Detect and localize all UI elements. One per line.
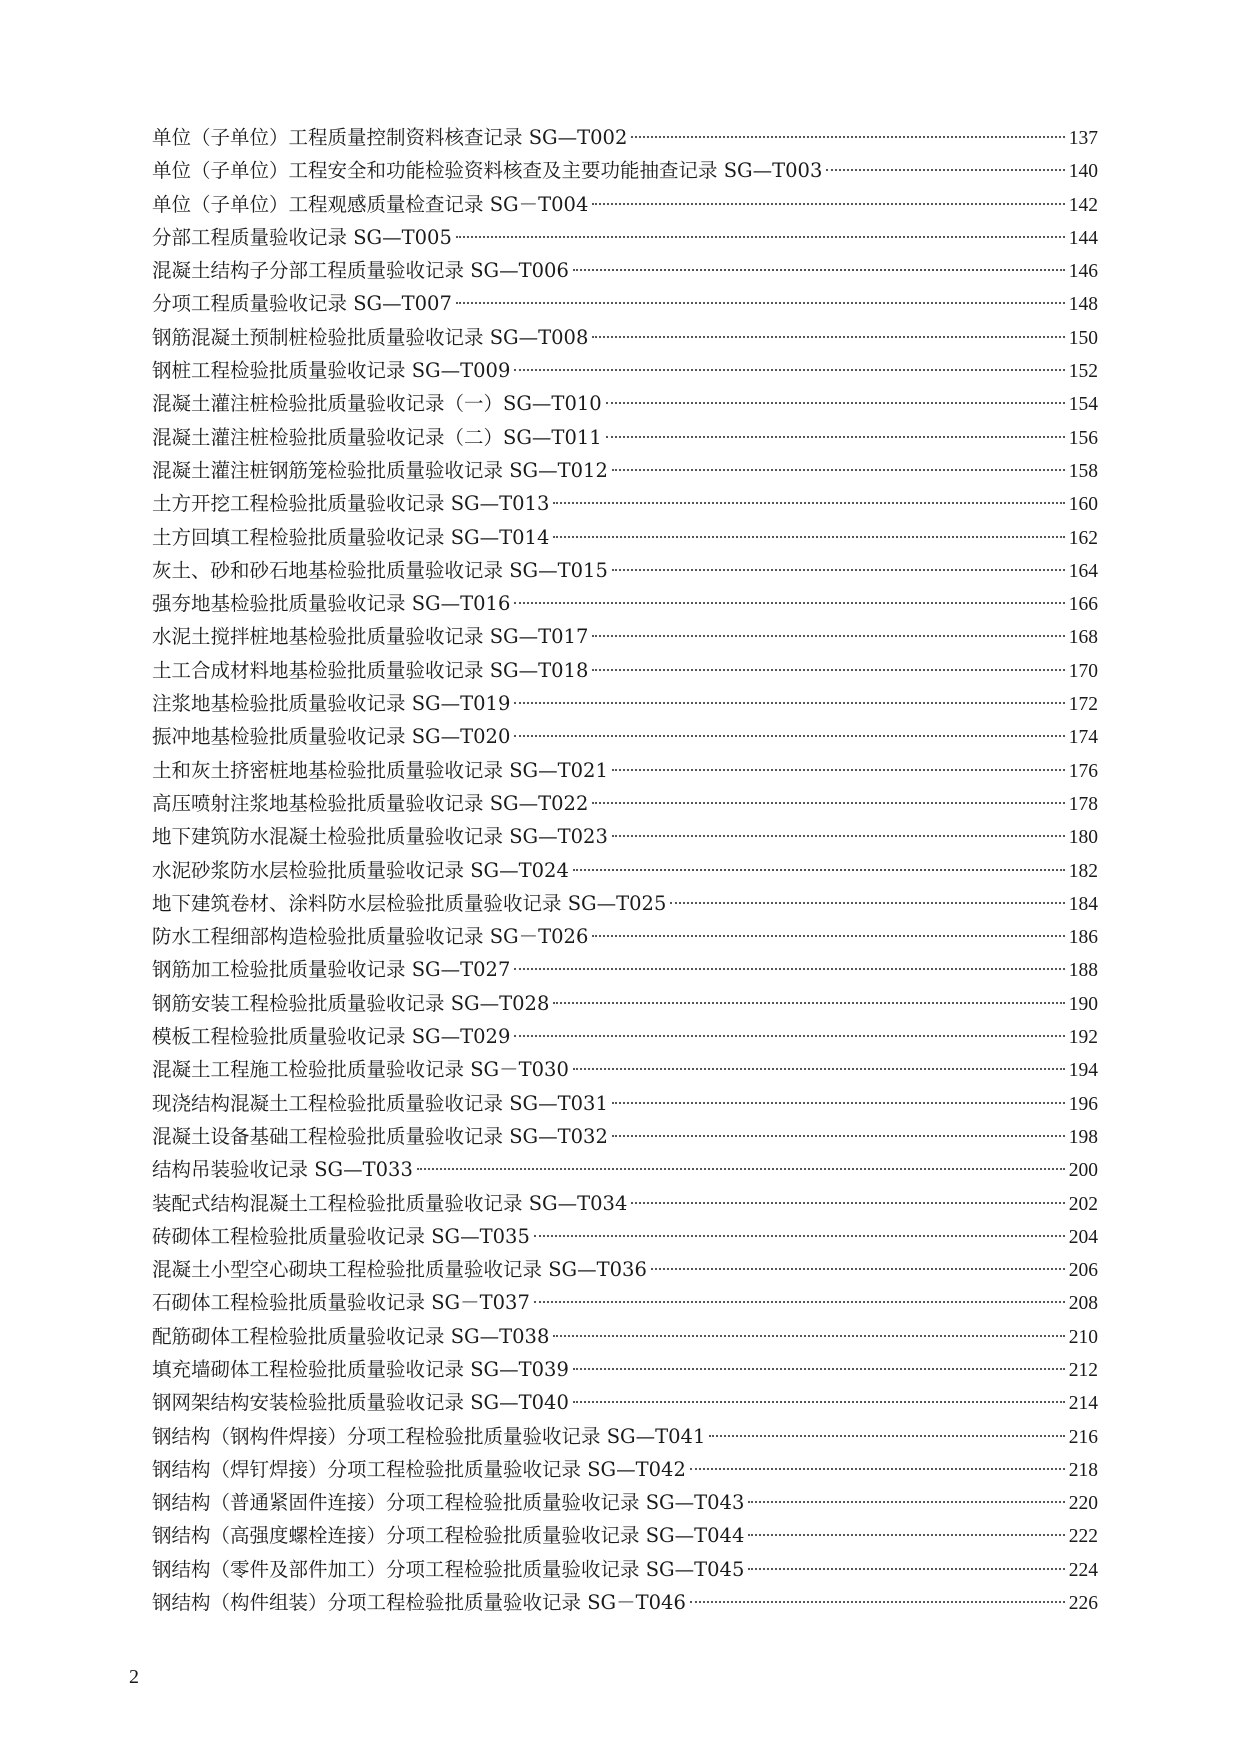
toc-entry-page: 170 bbox=[1068, 660, 1098, 682]
toc-entry-title: 钢桩工程检验批质量验收记录 SG—T009 bbox=[152, 359, 511, 383]
toc-entry-title: 钢筋安装工程检验批质量验收记录 SG—T028 bbox=[152, 991, 550, 1015]
toc-entry[interactable] bbox=[152, 887, 1098, 920]
toc-dot-leader bbox=[514, 369, 1064, 371]
toc-entry[interactable] bbox=[152, 421, 1098, 454]
toc-entry-page: 160 bbox=[1068, 494, 1098, 516]
toc-entry-title: 振冲地基检验批质量验收记录 SG—T020 bbox=[152, 725, 511, 749]
toc-dot-leader bbox=[553, 502, 1064, 504]
toc-entry-title: 强夯地基检验批质量验收记录 SG—T016 bbox=[152, 592, 511, 616]
toc-entry-page: 200 bbox=[1068, 1160, 1098, 1182]
toc-entry[interactable] bbox=[152, 654, 1098, 687]
toc-entry-page: 142 bbox=[1068, 194, 1098, 216]
toc-entry-page: 222 bbox=[1068, 1526, 1098, 1548]
toc-entry-title: 钢结构（焊钉焊接）分项工程检验批质量验收记录 SG—T042 bbox=[152, 1457, 686, 1481]
toc-dot-leader bbox=[709, 1435, 1064, 1437]
toc-entry-page: 216 bbox=[1068, 1426, 1098, 1448]
toc-entry-title: 混凝土小型空心砌块工程检验批质量验收记录 SG—T036 bbox=[152, 1258, 647, 1282]
toc-entry-page: 156 bbox=[1068, 427, 1098, 449]
toc-entry-page: 194 bbox=[1068, 1060, 1098, 1082]
toc-entry-title: 结构吊装验收记录 SG—T033 bbox=[152, 1158, 413, 1182]
toc-entry[interactable] bbox=[152, 387, 1098, 420]
toc-entry-page: 226 bbox=[1068, 1593, 1098, 1615]
toc-entry-title: 混凝土结构子分部工程质量验收记录 SG—T006 bbox=[152, 259, 569, 283]
toc-entry[interactable] bbox=[152, 554, 1098, 587]
toc-entry-title: 钢结构（普通紧固件连接）分项工程检验批质量验收记录 SG—T043 bbox=[152, 1491, 745, 1515]
toc-entry-title: 土方开挖工程检验批质量验收记录 SG—T013 bbox=[152, 492, 550, 516]
toc-entry-title: 钢筋加工检验批质量验收记录 SG—T027 bbox=[152, 958, 511, 982]
toc-dot-leader bbox=[651, 1268, 1065, 1270]
toc-dot-leader bbox=[573, 1401, 1065, 1403]
toc-entry-title: 砖砌体工程检验批质量验收记录 SG—T035 bbox=[152, 1224, 530, 1248]
toc-dot-leader bbox=[631, 1202, 1064, 1204]
toc-entry-title: 钢网架结构安装检验批质量验收记录 SG—T040 bbox=[152, 1391, 569, 1415]
toc-dot-leader bbox=[606, 436, 1065, 438]
toc-entry-title: 填充墙砌体工程检验批质量验收记录 SG—T039 bbox=[152, 1357, 569, 1381]
toc-entry-page: 144 bbox=[1068, 227, 1098, 249]
toc-dot-leader bbox=[514, 968, 1064, 970]
toc-entry-title: 钢筋混凝土预制桩检验批质量验收记录 SG—T008 bbox=[152, 325, 589, 349]
toc-entry-page: 162 bbox=[1068, 527, 1098, 549]
toc-entry-page: 206 bbox=[1068, 1260, 1098, 1282]
toc-dot-leader bbox=[534, 1235, 1065, 1237]
toc-dot-leader bbox=[514, 1035, 1064, 1037]
toc-dot-leader bbox=[606, 402, 1065, 404]
toc-entry[interactable] bbox=[152, 1053, 1098, 1086]
toc-entry[interactable] bbox=[152, 1220, 1098, 1253]
toc-entry-title: 分项工程质量验收记录 SG—T007 bbox=[152, 292, 452, 316]
toc-entry-title: 钢结构（高强度螺栓连接）分项工程检验批质量验收记录 SG—T044 bbox=[152, 1524, 745, 1548]
toc-entry-title: 配筋砌体工程检验批质量验收记录 SG—T038 bbox=[152, 1324, 550, 1348]
toc-dot-leader bbox=[456, 302, 1065, 304]
toc-entry-title: 土和灰土挤密桩地基检验批质量验收记录 SG—T021 bbox=[152, 758, 608, 782]
toc-entry-title: 钢结构（构件组装）分项工程检验批质量验收记录 SG－T046 bbox=[152, 1591, 686, 1615]
toc-entry-title: 高压喷射注浆地基检验批质量验收记录 SG—T022 bbox=[152, 791, 589, 815]
toc-entry-page: 196 bbox=[1068, 1093, 1098, 1115]
toc-entry-page: 214 bbox=[1068, 1393, 1098, 1415]
toc-entry-page: 172 bbox=[1068, 694, 1098, 716]
toc-entry-title: 单位（子单位）工程质量控制资料核查记录 SG—T002 bbox=[152, 126, 628, 149]
toc-entry[interactable] bbox=[152, 1353, 1098, 1386]
toc-entry-title: 水泥砂浆防水层检验批质量验收记录 SG—T024 bbox=[152, 858, 569, 882]
toc-entry[interactable] bbox=[152, 154, 1098, 187]
toc-dot-leader bbox=[573, 269, 1065, 271]
toc-entry[interactable] bbox=[152, 254, 1098, 287]
toc-entry[interactable] bbox=[152, 188, 1098, 221]
toc-entry[interactable] bbox=[152, 1519, 1098, 1552]
toc-entry-page: 148 bbox=[1068, 294, 1098, 316]
toc-entry-page: 204 bbox=[1068, 1226, 1098, 1248]
toc-entry-title: 防水工程细部构造检验批质量验收记录 SG－T026 bbox=[152, 925, 589, 949]
toc-dot-leader bbox=[612, 835, 1065, 837]
toc-entry[interactable] bbox=[152, 321, 1098, 354]
toc-entry-page: 186 bbox=[1068, 927, 1098, 949]
toc-entry-title: 装配式结构混凝土工程检验批质量验收记录 SG—T034 bbox=[152, 1191, 628, 1215]
toc-entry[interactable] bbox=[152, 121, 1098, 154]
toc-dot-leader bbox=[592, 669, 1064, 671]
toc-entry[interactable] bbox=[152, 354, 1098, 387]
toc-entry-page: 182 bbox=[1068, 860, 1098, 882]
toc-entry[interactable] bbox=[152, 1120, 1098, 1153]
toc-entry-title: 现浇结构混凝土工程检验批质量验收记录 SG—T031 bbox=[152, 1091, 608, 1115]
toc-entry[interactable] bbox=[152, 1153, 1098, 1186]
toc-dot-leader bbox=[456, 236, 1065, 238]
toc-entry[interactable] bbox=[152, 221, 1098, 254]
toc-dot-leader bbox=[553, 1002, 1064, 1004]
toc-entry-page: 176 bbox=[1068, 760, 1098, 782]
toc-entry[interactable] bbox=[152, 1253, 1098, 1286]
toc-entry[interactable] bbox=[152, 1087, 1098, 1120]
toc-entry-title: 石砌体工程检验批质量验收记录 SG－T037 bbox=[152, 1291, 530, 1315]
toc-entry-page: 164 bbox=[1068, 560, 1098, 582]
toc-dot-leader bbox=[612, 569, 1065, 571]
toc-dot-leader bbox=[612, 769, 1065, 771]
toc-entry[interactable] bbox=[152, 820, 1098, 853]
table-of-contents bbox=[152, 121, 1098, 1619]
toc-dot-leader bbox=[592, 802, 1064, 804]
toc-dot-leader bbox=[514, 602, 1064, 604]
toc-entry-title: 钢结构（零件及部件加工）分项工程检验批质量验收记录 SG—T045 bbox=[152, 1557, 745, 1581]
toc-dot-leader bbox=[514, 735, 1064, 737]
toc-entry-title: 分部工程质量验收记录 SG—T005 bbox=[152, 225, 452, 249]
toc-entry[interactable] bbox=[152, 720, 1098, 753]
toc-entry[interactable] bbox=[152, 687, 1098, 720]
toc-entry-page: 218 bbox=[1068, 1459, 1098, 1481]
toc-entry[interactable] bbox=[152, 1553, 1098, 1586]
toc-dot-leader bbox=[534, 1301, 1065, 1303]
toc-entry[interactable] bbox=[152, 1187, 1098, 1220]
toc-entry-title: 土工合成材料地基检验批质量验收记录 SG—T018 bbox=[152, 658, 589, 682]
toc-dot-leader bbox=[553, 1335, 1064, 1337]
toc-entry[interactable] bbox=[152, 920, 1098, 953]
toc-entry[interactable] bbox=[152, 987, 1098, 1020]
toc-entry-page: 174 bbox=[1068, 727, 1098, 749]
toc-entry-page: 192 bbox=[1068, 1027, 1098, 1049]
toc-entry-title: 混凝土灌注桩检验批质量验收记录（二）SG—T011 bbox=[152, 425, 602, 449]
toc-dot-leader bbox=[690, 1601, 1065, 1603]
toc-dot-leader bbox=[748, 1501, 1064, 1503]
toc-entry-title: 注浆地基检验批质量验收记录 SG—T019 bbox=[152, 692, 511, 716]
toc-dot-leader bbox=[553, 536, 1064, 538]
toc-entry-title: 钢结构（钢构件焊接）分项工程检验批质量验收记录 SG—T041 bbox=[152, 1424, 706, 1448]
toc-entry-page: 168 bbox=[1068, 627, 1098, 649]
page-number: 2 bbox=[129, 1666, 139, 1688]
toc-dot-leader bbox=[417, 1168, 1065, 1170]
toc-dot-leader bbox=[612, 1102, 1065, 1104]
toc-dot-leader bbox=[592, 635, 1064, 637]
toc-entry[interactable] bbox=[152, 587, 1098, 620]
toc-entry-page: 220 bbox=[1068, 1493, 1098, 1515]
toc-entry[interactable] bbox=[152, 787, 1098, 820]
toc-entry[interactable] bbox=[152, 953, 1098, 986]
toc-entry-page: 166 bbox=[1068, 594, 1098, 616]
toc-entry-page: 184 bbox=[1068, 893, 1098, 915]
toc-dot-leader bbox=[592, 935, 1064, 937]
toc-dot-leader bbox=[573, 1068, 1065, 1070]
toc-entry-title: 模板工程检验批质量验收记录 SG—T029 bbox=[152, 1025, 511, 1049]
toc-dot-leader bbox=[573, 869, 1065, 871]
toc-entry[interactable] bbox=[152, 521, 1098, 554]
toc-entry-page: 188 bbox=[1068, 960, 1098, 982]
toc-entry-page: 180 bbox=[1068, 827, 1098, 849]
toc-dot-leader bbox=[826, 169, 1064, 171]
toc-entry[interactable] bbox=[152, 1420, 1098, 1453]
toc-dot-leader bbox=[612, 1135, 1065, 1137]
toc-entry-page: 146 bbox=[1068, 261, 1098, 283]
toc-entry-page: 158 bbox=[1068, 460, 1098, 482]
toc-entry[interactable] bbox=[152, 1320, 1098, 1353]
toc-entry[interactable] bbox=[152, 487, 1098, 520]
toc-dot-leader bbox=[573, 1368, 1065, 1370]
toc-entry-title: 混凝土灌注桩检验批质量验收记录（一）SG—T010 bbox=[152, 392, 602, 416]
toc-entry-page: 154 bbox=[1068, 394, 1098, 416]
toc-entry[interactable] bbox=[152, 454, 1098, 487]
toc-entry-title: 混凝土工程施工检验批质量验收记录 SG－T030 bbox=[152, 1058, 569, 1082]
toc-entry-page: 137 bbox=[1068, 128, 1098, 149]
toc-entry[interactable] bbox=[152, 754, 1098, 787]
toc-entry-page: 140 bbox=[1068, 161, 1098, 183]
toc-entry[interactable] bbox=[152, 1020, 1098, 1053]
toc-entry-title: 混凝土设备基础工程检验批质量验收记录 SG—T032 bbox=[152, 1124, 608, 1148]
toc-entry-title: 混凝土灌注桩钢筋笼检验批质量验收记录 SG—T012 bbox=[152, 458, 608, 482]
toc-entry-page: 190 bbox=[1068, 993, 1098, 1015]
toc-entry[interactable] bbox=[152, 1386, 1098, 1419]
toc-dot-leader bbox=[690, 1468, 1065, 1470]
toc-entry[interactable] bbox=[152, 854, 1098, 887]
toc-dot-leader bbox=[612, 469, 1065, 471]
toc-entry[interactable] bbox=[152, 1286, 1098, 1319]
toc-entry-title: 单位（子单位）工程安全和功能检验资料核查及主要功能抽查记录 SG—T003 bbox=[152, 159, 823, 183]
toc-dot-leader bbox=[670, 902, 1064, 904]
toc-entry[interactable] bbox=[152, 1453, 1098, 1486]
toc-dot-leader bbox=[592, 336, 1064, 338]
toc-dot-leader bbox=[592, 203, 1064, 205]
toc-entry-page: 212 bbox=[1068, 1359, 1098, 1381]
toc-entry-page: 178 bbox=[1068, 793, 1098, 815]
toc-entry-title: 单位（子单位）工程观感质量检查记录 SG－T004 bbox=[152, 192, 589, 216]
toc-entry[interactable] bbox=[152, 287, 1098, 320]
toc-entry-page: 202 bbox=[1068, 1193, 1098, 1215]
toc-entry[interactable] bbox=[152, 1486, 1098, 1519]
toc-entry-page: 224 bbox=[1068, 1559, 1098, 1581]
toc-entry-title: 地下建筑卷材、涂料防水层检验批质量验收记录 SG—T025 bbox=[152, 891, 667, 915]
toc-entry-page: 150 bbox=[1068, 327, 1098, 349]
toc-dot-leader bbox=[514, 702, 1064, 704]
toc-entry-page: 208 bbox=[1068, 1293, 1098, 1315]
toc-dot-leader bbox=[748, 1568, 1064, 1570]
toc-entry-page: 210 bbox=[1068, 1326, 1098, 1348]
toc-entry[interactable] bbox=[152, 1586, 1098, 1619]
toc-dot-leader bbox=[748, 1534, 1064, 1536]
toc-entry-title: 水泥土搅拌桩地基检验批质量验收记录 SG—T017 bbox=[152, 625, 589, 649]
toc-dot-leader bbox=[631, 136, 1064, 138]
toc-entry-title: 灰土、砂和砂石地基检验批质量验收记录 SG—T015 bbox=[152, 558, 608, 582]
toc-entry-title: 土方回填工程检验批质量验收记录 SG—T014 bbox=[152, 525, 550, 549]
toc-entry-title: 地下建筑防水混凝土检验批质量验收记录 SG—T023 bbox=[152, 825, 608, 849]
toc-entry-page: 152 bbox=[1068, 361, 1098, 383]
toc-entry[interactable] bbox=[152, 620, 1098, 653]
toc-entry-page: 198 bbox=[1068, 1126, 1098, 1148]
